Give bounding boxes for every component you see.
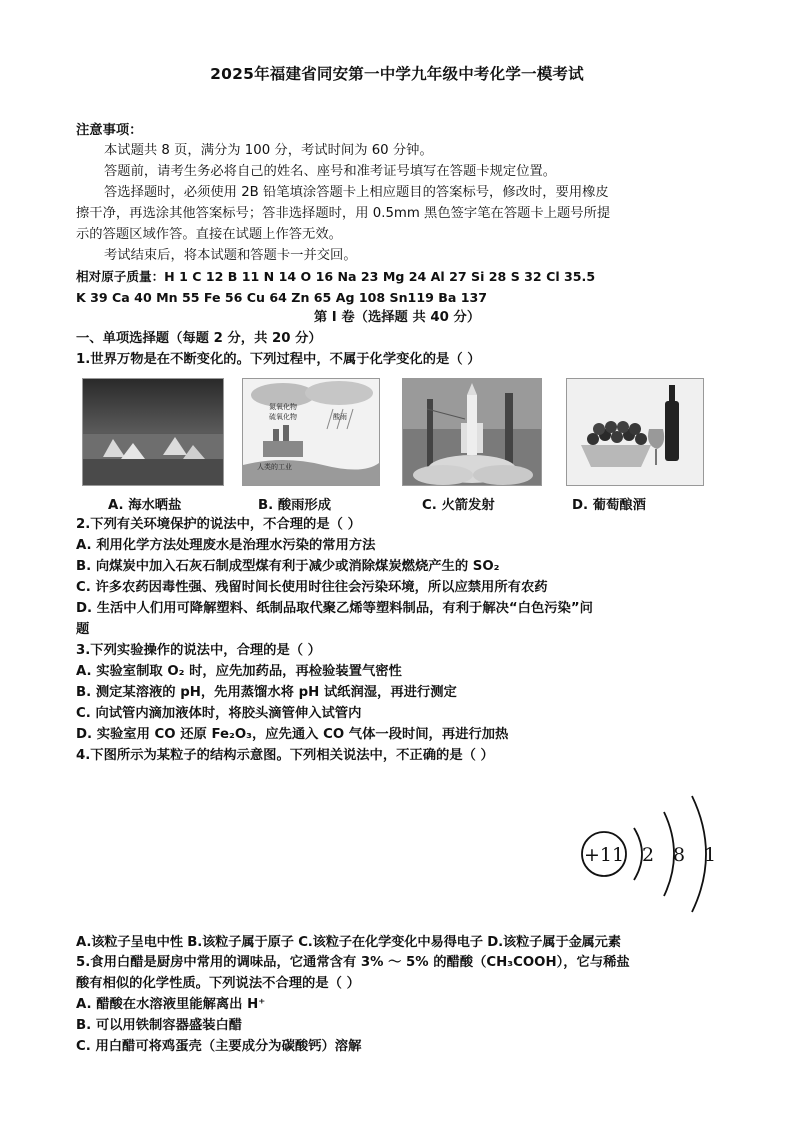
- atomic-mass-line: 相对原子质量：H 1 C 12 B 11 N 14 O 16 Na 23 Mg 24 Al 27 Si 28 S 32 Cl 35.5: [76, 269, 596, 284]
- q2-option: D. 生活中人们用可降解塑料、纸制品取代聚乙烯等塑料制品，有利于解决“白色污染”问: [76, 601, 593, 616]
- question-stem: 1.世界万物是在不断变化的。下列过程中，不属于化学变化的是（ ）: [76, 352, 481, 367]
- q1-option-b: B. 酸雨形成: [258, 498, 332, 513]
- question-stem: 5.食用白醋是厨房中常用的调味品，它通常含有 3% ～ 5% 的醋酸（CH₃COOH），它与稀盐: [76, 955, 630, 970]
- q5-option: A. 醋酸在水溶液里能解离出 H⁺: [76, 997, 266, 1012]
- q2-option: A. 利用化学方法处理废水是治理水污染的常用方法: [76, 538, 376, 553]
- q4-options: A.该粒子呈电中性 B.该粒子属于原子 C.该粒子在化学变化中易得电子 D.该粒子属于金属元素: [76, 935, 621, 950]
- q2-option: B. 向煤炭中加入石灰石制成型煤有利于减少或消除煤炭燃烧产生的 SO₂: [76, 559, 500, 574]
- question-stem: 酸有相似的化学性质。下列说法不合理的是（ ）: [76, 976, 360, 991]
- shell-electrons: 2: [641, 844, 655, 866]
- shell-electrons: 8: [672, 844, 686, 866]
- part-heading: 第 I 卷（选择题 共 40 分）: [313, 310, 481, 325]
- question-stem: 4.下图所示为某粒子的结构示意图。下列相关说法中，不正确的是（ ）: [76, 748, 494, 763]
- q3-option: D. 实验室用 CO 还原 Fe₂O₃，应先通入 CO 气体一段时间，再进行加热: [76, 727, 509, 742]
- q2-option: 题: [76, 622, 90, 637]
- diagram-label: 氮氧化物: [269, 403, 297, 411]
- notice-heading: 注意事项：: [76, 123, 143, 138]
- atomic-mass-line: K 39 Ca 40 Mn 55 Fe 56 Cu 64 Zn 65 Ag 108 Sn119 Ba 137: [76, 290, 487, 305]
- q1-option-c: C. 火箭发射: [422, 498, 495, 513]
- atomic-structure-diagram: [576, 772, 726, 922]
- q3-option: A. 实验室制取 O₂ 时，应先加药品，再检验装置气密性: [76, 664, 402, 679]
- q5-option: C. 用白醋可将鸡蛋壳（主要成分为碳酸钙）溶解: [76, 1039, 362, 1054]
- notice-line: 答题前，请考生务必将自己的姓名、座号和准考证号填写在答题卡规定位置。: [104, 164, 557, 179]
- diagram-label: 硫氧化物: [269, 413, 297, 421]
- page-title: 2025年福建省同安第一中学九年级中考化学一模考试: [210, 65, 584, 83]
- diagram-label: 酸雨: [333, 413, 347, 421]
- acid-rain-image: [242, 378, 380, 486]
- notice-line: 考试结束后，将本试题和答题卡一并交回。: [104, 248, 357, 263]
- notice-line: 本试题共 8 页，满分为 100 分，考试时间为 60 分钟。: [104, 143, 433, 158]
- q1-option-d: D. 葡萄酿酒: [572, 498, 646, 513]
- notice-line: 擦干净，再选涂其他答案标号；答非选择题时，用 0.5mm 黑色签字笔在答题卡上题号所提: [76, 206, 611, 221]
- rocket-launch-image: [402, 378, 542, 486]
- notice-line: 答选择题时，必须使用 2B 铅笔填涂答题卡上相应题目的答案标号，修改时，要用橡皮: [104, 185, 609, 200]
- nucleus-charge: +11: [583, 844, 625, 866]
- diagram-label: 人类的工业: [257, 463, 292, 471]
- q3-option: C. 向试管内滴加液体时，将胶头滴管伸入试管内: [76, 706, 362, 721]
- salt-drying-image: [82, 378, 224, 486]
- q2-option: C. 许多农药因毒性强、残留时间长使用时往往会污染环境，所以应禁用所有农药: [76, 580, 548, 595]
- wine-grapes-image: [566, 378, 704, 486]
- shell-electrons: 1: [703, 844, 717, 866]
- question-stem: 3.下列实验操作的说法中，合理的是（ ）: [76, 643, 321, 658]
- q3-option: B. 测定某溶液的 pH，先用蒸馏水将 pH 试纸润湿，再进行测定: [76, 685, 457, 700]
- q5-option: B. 可以用铁制容器盛装白醋: [76, 1018, 243, 1033]
- question-stem: 2.下列有关环境保护的说法中，不合理的是（ ）: [76, 517, 361, 532]
- section-heading: 一、单项选择题（每题 2 分，共 20 分）: [76, 331, 322, 346]
- notice-line: 示的答题区域作答。直接在试题上作答无效。: [76, 227, 342, 242]
- q1-option-a: A. 海水晒盐: [108, 498, 182, 513]
